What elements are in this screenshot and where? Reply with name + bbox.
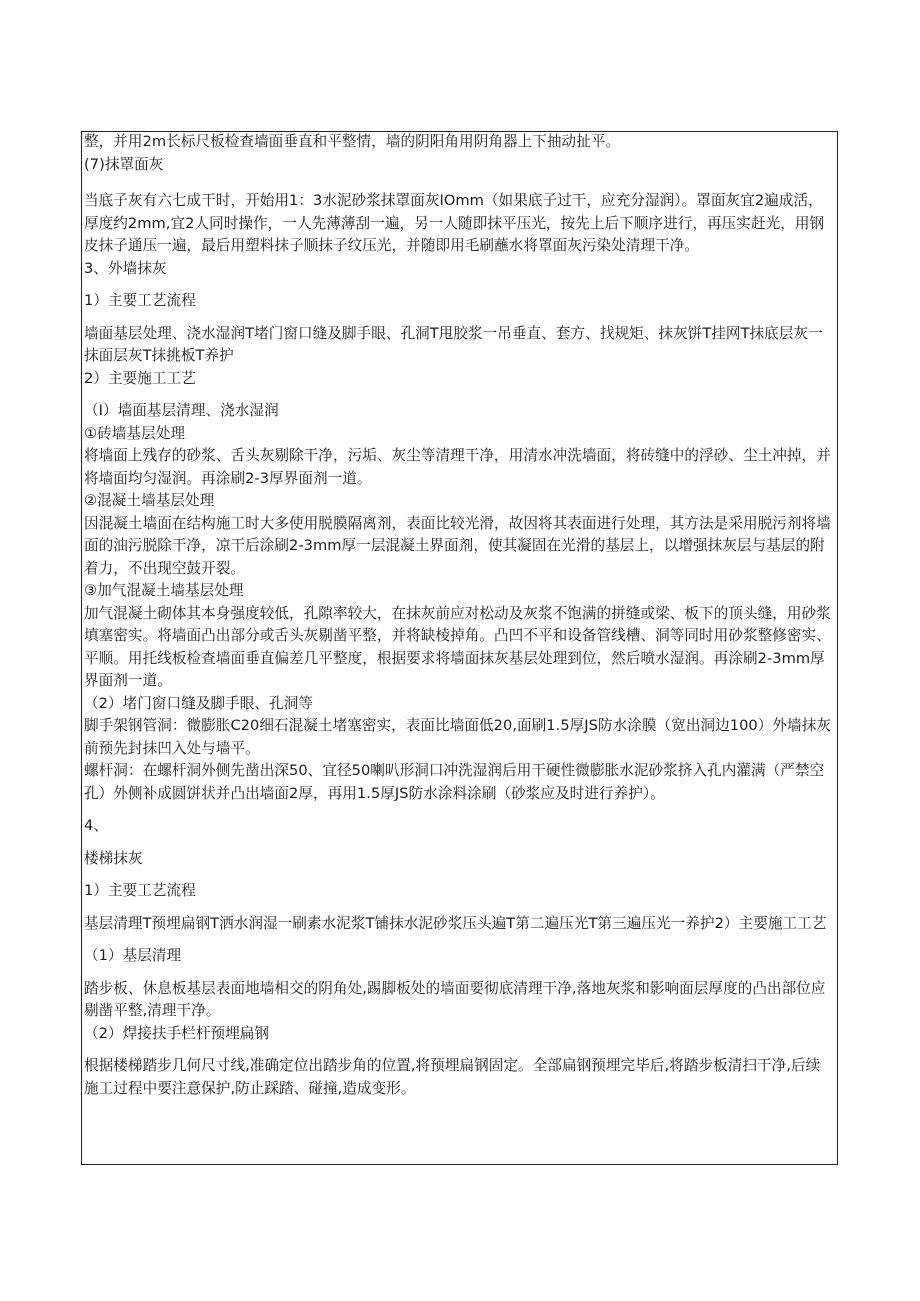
paragraph-brick-wall: 将墙面上残存的砂浆、舌头灰剔除干净，污垢、灰尘等清理干净，用清水冲洗墙面，将砖缝中的浮砂、尘土冲掉，并将墙面均匀湿润。再涂刷2-3厚界面剂一道。 (84, 447, 831, 487)
paragraph-embedded-steel: 根据楼梯踏步几何尺寸线,准确定位出踏步角的位置,将预埋扁钢固定。全部扁钢预埋完毕后,将踏步板清扫干净,后续施工过程中要注意保护,防止踩踏、碰撞,造成变形。 (84, 1057, 821, 1097)
document-body (84, 131, 834, 1100)
item-aerated-concrete: ③加气混凝土墙基层处理 (84, 582, 244, 599)
paragraph-aerated-concrete: 加气混凝土砌体其本身强度较低，孔隙率较大，在抹灰前应对松动及灰浆不饱满的拼缝或梁、板下的顶头缝，用砂浆填塞密实。将墙面凸出部分或舌头灰剔凿平整，并将缺棱掉角。凸凹不平和设备管线槽、洞等同时用砂浆整修密实、平顺。用托线板检查墙面垂直偏差几平整度，根据要求将墙面抹灰基层处理到位，然后喷水湿润。再涂刷2-3mm厚界面剂一道。 (84, 604, 831, 689)
subheading-base-cleaning: （I）墙面基层清理、浇水湿润 (84, 402, 279, 419)
subheading-stairs-process-flow: 1）主要工艺流程 (84, 882, 196, 899)
paragraph-scaffold-holes: 脚手架钢管洞：微膨胀C20细石混凝土堵塞密实，表面比墙面低20,面刷1.5厚JS防水涂膜（宽出洞边100）外墙抹灰前预先封抹凹入处与墙平。 (84, 717, 831, 757)
subheading-process-flow: 1）主要工艺流程 (84, 292, 196, 309)
heading-7: (7)抹罩面灰 (84, 155, 164, 173)
paragraph-bolt-holes: 螺杆洞：在螺杆洞外侧先凿出深50、宜径50喇叭形洞口冲洗湿润后用干硬性微膨胀水泥砂浆挤入孔内灌满（严禁空孔）外侧补成圆饼状并凸出墙面2厚，再用1.5厚JS防水涂料涂刷（砂浆应及时进行养护）。 (84, 762, 825, 802)
item-concrete-wall: ②混凝土墙基层处理 (84, 492, 215, 509)
subheading-embedded-steel: （2）焊接扶手栏杆预埋扁钢 (84, 1024, 270, 1042)
paragraph-stairs-base-cleaning: 踏步板、休息板基层表面地墙相交的阴角处,踢脚板处的墙面要彻底清理干净,落地灰浆和影响面层厚度的凸出部位应剔凿平整,清理干净。 (84, 979, 826, 1019)
item-brick-wall: ①砖墙基层处理 (84, 424, 185, 442)
section-heading-3: 3、外墙抹灰 (84, 259, 167, 277)
subheading-stairs-base-cleaning: （1）基层清理 (84, 947, 182, 964)
paragraph-cover-coat: 当底子灰有六七成干时，开始用1：3水泥砂浆抹罩面灰IOmm（如果底子过干，应充分湿润）。罩面灰宜2遍成活，厚度约2mm,宜2人同时操作，一人先薄薄刮一遍，另一人随即抹平压光，按先上后下顺序进行，再压实赶光，用钢皮抹子通压一遍，最后用塑料抹子顺抹子纹压光，并随即用毛刷蘸水将罩面灰污染处清理干净。 (84, 192, 825, 254)
paragraph-concrete-wall: 因混凝土墙面在结构施工时大多使用脱膜隔离剂，表面比较光滑，故因将其表面进行处理，其方法是采用脱污剂将墙面的油污脱除干净，凉干后涂刷2-3mm厚一层混凝土界面剂，使其凝固在光滑的基层上，以增强抹灰层与基层的附着力，不出现空鼓开裂。 (84, 514, 831, 577)
paragraph-process-flow: 墙面基层处理、浇水湿润T堵门窗口缝及脚手眼、孔洞T甩胶浆一吊垂直、套方、找规矩、抹灰饼T挂网T抹底层灰一抹面层灰T抹挑板T养护 (84, 324, 823, 364)
section-heading-4: 4、 (84, 817, 108, 834)
subheading-holes: （2）堵门窗口缝及脚手眼、孔洞等 (84, 694, 313, 712)
paragraph-continuation: 整，并用2m长标尺板检查墙面垂直和平整情，墙的阴阳角用阴角器上下抽动扯平。 (84, 133, 621, 150)
paragraph-stairs-process-flow: 基层清理T预埋扁钢T洒水润湿一刷素水泥浆T铺抹水泥砂浆压头遍T第二遍压光T第三遍压光一养护2）主要施工工艺 (84, 914, 827, 932)
section-title-stairs: 楼梯抹灰 (84, 849, 143, 867)
subheading-construction-process: 2）主要施工工艺 (84, 369, 196, 387)
